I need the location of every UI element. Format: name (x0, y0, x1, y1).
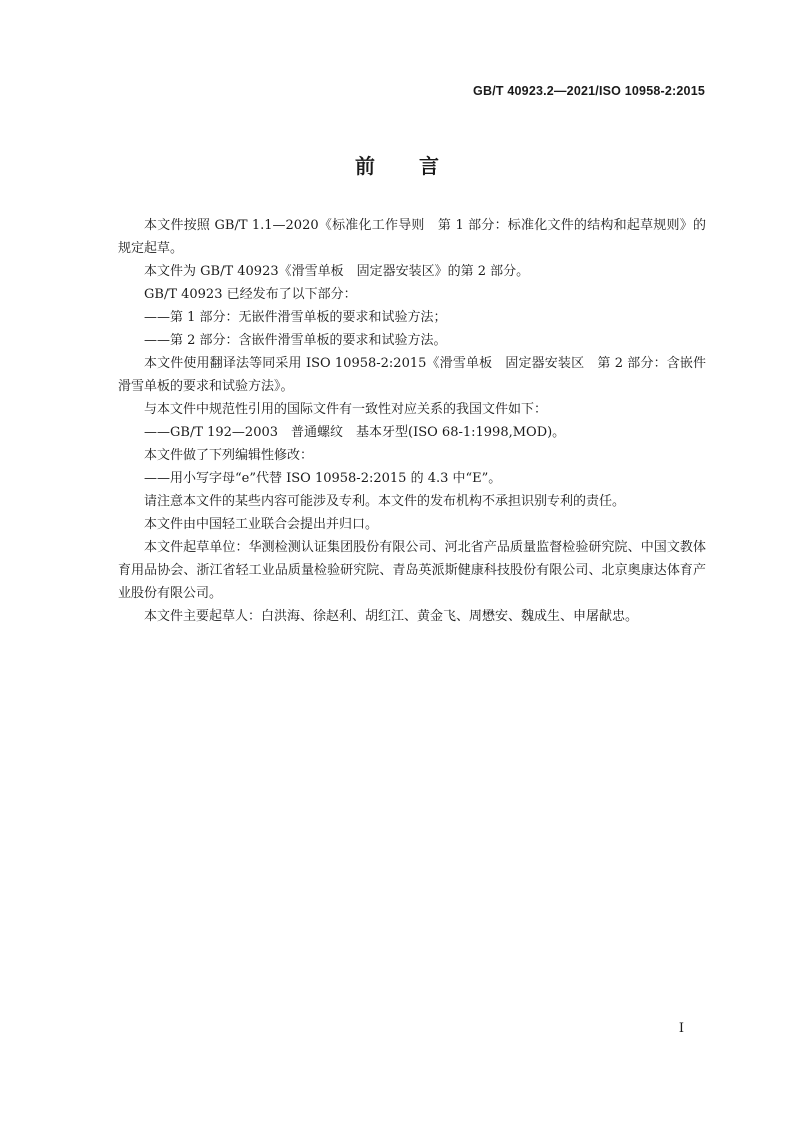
paragraph-correspondence: 与本文件中规范性引用的国际文件有一致性对应关系的我国文件如下： (144, 402, 548, 417)
paragraph-drafting-rules: 本文件按照 GB/T 1.1—2020《标准化工作导则 第 1 部分：标准化文件的结构和起草规则》的规定起草。 (118, 218, 706, 256)
list-item-gbt-192: ——GB/T 192—2003 普通螺纹 基本牙型(ISO 68-1:1998,MOD)。 (144, 425, 566, 440)
list-item-part-1: ——第 1 部分：无嵌件滑雪单板的要求和试验方法； (144, 310, 447, 325)
list-item-part-2: ——第 2 部分：含嵌件滑雪单板的要求和试验方法。 (144, 333, 447, 348)
page-number: I (678, 1021, 684, 1036)
paragraph-part-statement: 本文件为 GB/T 40923《滑雪单板 固定器安装区》的第 2 部分。 (144, 264, 530, 279)
list-item-editorial-change: ——用小写字母“e”代替 ISO 10958-2:2015 的 4.3 中“E”。 (144, 471, 502, 486)
foreword-body (118, 214, 706, 628)
page-title: 前言 (355, 154, 483, 178)
paragraph-drafting-units: 本文件起草单位：华测检测认证集团股份有限公司、河北省产品质量监督检验研究院、中国文教体育用品协会、浙江省轻工业品质量检验研究院、青岛英派斯健康科技股份有限公司、北京奥康达体育产业股份有限公司。 (118, 540, 706, 601)
paragraph-patent-notice: 请注意本文件的某些内容可能涉及专利。本文件的发布机构不承担识别专利的责任。 (144, 494, 626, 509)
paragraph-drafters: 本文件主要起草人：白洪海、徐赵利、胡红江、黄金飞、周懋安、魏成生、申屠献忠。 (144, 609, 639, 624)
paragraph-published-parts: GB/T 40923 已经发布了以下部分： (144, 287, 357, 302)
paragraph-proposer: 本文件由中国轻工业联合会提出并归口。 (144, 517, 379, 532)
paragraph-editorial-changes: 本文件做了下列编辑性修改： (144, 448, 314, 463)
standard-code: GB/T 40923.2—2021/ISO 10958-2:2015 (473, 84, 705, 98)
paragraph-adoption: 本文件使用翻译法等同采用 ISO 10958-2:2015《滑雪单板 固定器安装区 第 2 部分：含嵌件滑雪单板的要求和试验方法》。 (118, 356, 706, 394)
